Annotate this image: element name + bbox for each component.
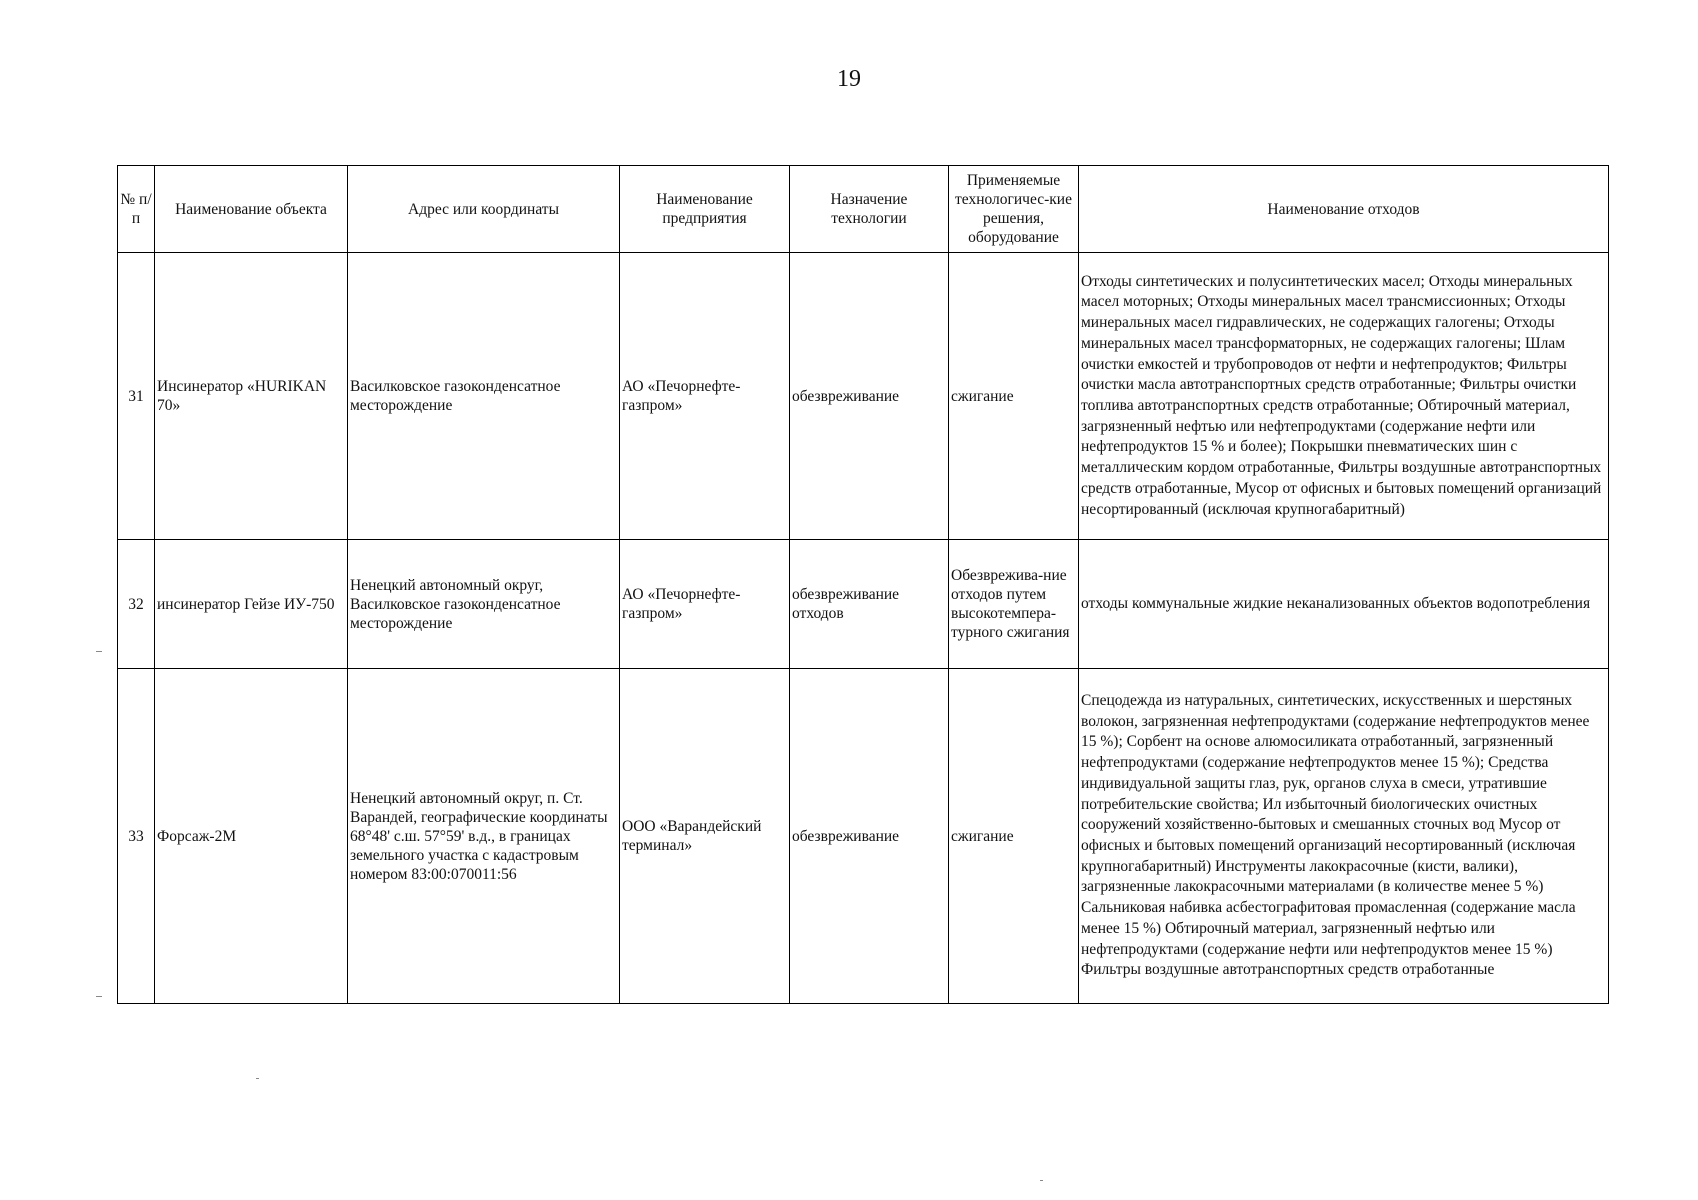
header-number: № п/п	[118, 166, 155, 253]
scan-mark	[256, 1078, 259, 1079]
cell-company: АО «Печорнефте-газпром»	[620, 253, 790, 540]
scan-mark	[96, 996, 102, 997]
cell-number: 32	[118, 540, 155, 669]
cell-company: АО «Печорнефте-газпром»	[620, 540, 790, 669]
scan-mark	[96, 651, 102, 652]
header-waste: Наименование отходов	[1079, 166, 1609, 253]
header-purpose: Назначение технологии	[790, 166, 949, 253]
cell-waste: отходы коммунальные жидкие неканализованных объектов водопотребления	[1079, 540, 1609, 669]
cell-address: Ненецкий автономный округ, п. Ст. Варандей, географические координаты 68°48' с.ш. 57°59' в.д., в границах земельного участка с кадастровым номером 83:00:070011:56	[348, 669, 620, 1004]
cell-company: ООО «Варандейский терминал»	[620, 669, 790, 1004]
cell-purpose: обезвреживание отходов	[790, 540, 949, 669]
cell-object: Форсаж-2М	[155, 669, 348, 1004]
cell-waste: Отходы синтетических и полусинтетических масел; Отходы минеральных масел моторных; Отходы минеральных масел трансмиссионных; Отходы минеральных масел гидравлических, не содержащих галогены; Отходы минеральных масел трансформаторных, не содержащих галогены; Шлам очистки емкостей и трубопроводов от нефти и нефтепродуктов; Фильтры очистки масла автотранспортных средств отработанные; Фильтры очистки топлива автотранспортных средств отработанные; Обтирочный материал, загрязненный нефтью или нефтепродуктами (содержание нефти или нефтепродуктов 15 % и более); Покрышки пневматических шин с металлическим кордом отработанные, Фильтры воздушные автотранспортных средств отработанные, Мусор от офисных и бытовых помещений организаций несортированный (исключая крупногабаритный)	[1079, 253, 1609, 540]
table-row	[118, 253, 1609, 540]
table-row	[118, 669, 1609, 1004]
cell-purpose: обезвреживание	[790, 669, 949, 1004]
cell-solution: Обезврежива-ние отходов путем высокотемпера-турного сжигания	[949, 540, 1079, 669]
table-header-row	[118, 166, 1609, 253]
page-number: 19	[837, 66, 861, 92]
cell-number: 33	[118, 669, 155, 1004]
cell-address: Василковское газоконденсатное месторождение	[348, 253, 620, 540]
header-solution: Применяемые технологичес-кие решения, оборудование	[949, 166, 1079, 253]
header-object: Наименование объекта	[155, 166, 348, 253]
table-row	[118, 540, 1609, 669]
cell-object: инсинератор Гейзе ИУ-750	[155, 540, 348, 669]
header-address: Адрес или координаты	[348, 166, 620, 253]
waste-facilities-table	[117, 165, 1609, 1004]
scan-mark	[1040, 1180, 1043, 1181]
header-company: Наименование предприятия	[620, 166, 790, 253]
cell-object: Инсинератор «HURIKAN 70»	[155, 253, 348, 540]
cell-purpose: обезвреживание	[790, 253, 949, 540]
cell-solution: сжигание	[949, 253, 1079, 540]
cell-number: 31	[118, 253, 155, 540]
cell-solution: сжигание	[949, 669, 1079, 1004]
cell-address: Ненецкий автономный округ, Василковское газоконденсатное месторождение	[348, 540, 620, 669]
cell-waste: Спецодежда из натуральных, синтетических, искусственных и шерстяных волокон, загрязненная нефтепродуктами (содержание нефтепродуктов менее 15 %); Сорбент на основе алюмосиликата отработанный, загрязненный нефтепродуктами (содержание нефтепродуктов менее 15 %); Средства индивидуальной защиты глаз, рук, органов слуха в смеси, утратившие потребительские свойства; Ил избыточный биологических очистных сооружений хозяйственно-бытовых и смешанных сточных вод Мусор от офисных и бытовых помещений организаций несортированный (исключая крупногабаритный) Инструменты лакокрасочные (кисти, валики), загрязненные лакокрасочными материалами (в количестве менее 5 %) Сальниковая набивка асбестографитовая промасленная (содержание масла менее 15 %) Обтирочный материал, загрязненный нефтью или нефтепродуктами (содержание нефти или нефтепродуктов менее 15 %) Фильтры воздушные автотранспортных средств отработанные	[1079, 669, 1609, 1004]
